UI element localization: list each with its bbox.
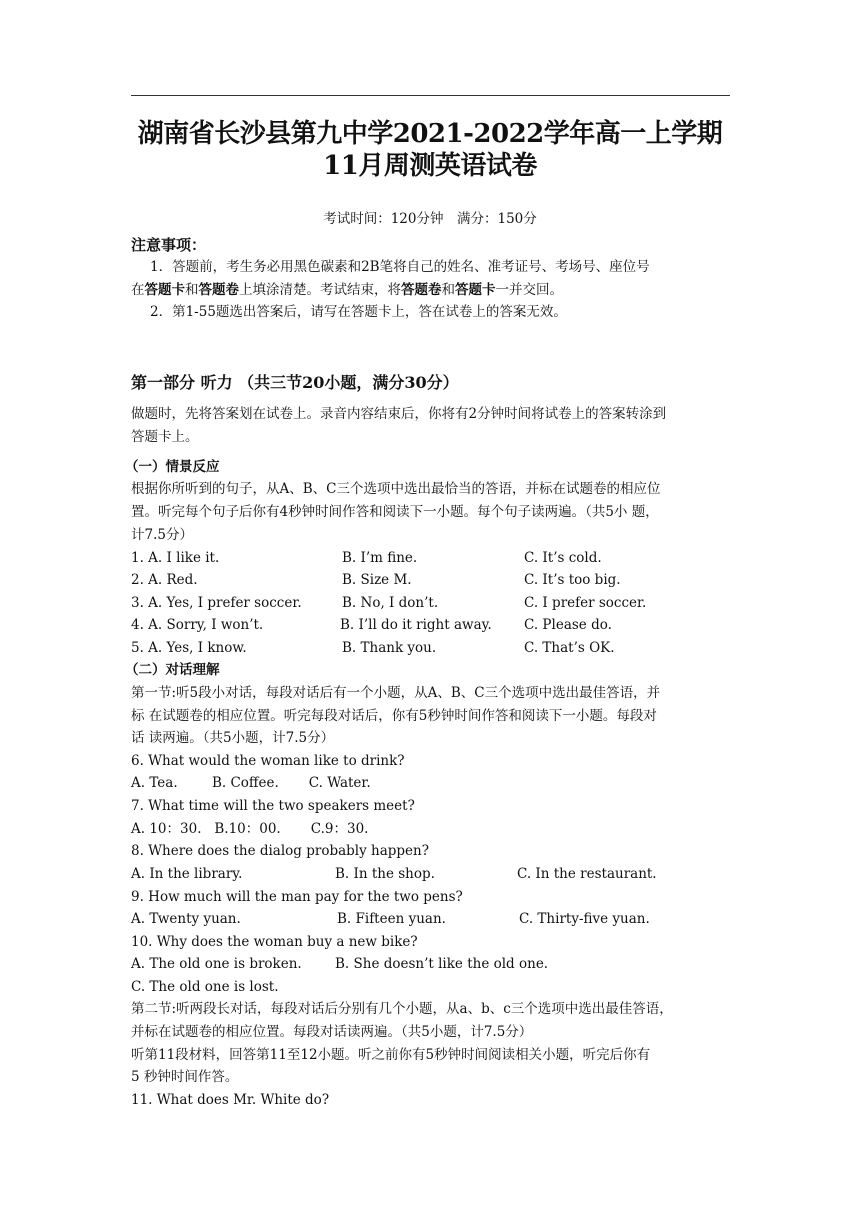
q5-option-b: B. Thank you. — [342, 640, 437, 656]
q9-question: 9. How much will the man pay for the two pens? — [131, 889, 463, 905]
q6-question: 6. What would the woman like to drink? — [131, 753, 405, 769]
q5-option-c: C. That’s OK. — [524, 640, 615, 656]
q3-option-a: 3. A. Yes, I prefer soccer. — [131, 595, 302, 611]
q1-option-a: 1. A. I like it. — [131, 550, 220, 566]
q1-option-c: C. It’s cold. — [524, 550, 602, 566]
exam-info: 考试时间：120分钟 满分：150分 — [323, 211, 537, 227]
text-segment: 一并交回。 — [495, 282, 563, 298]
text-segment: 上填涂清楚。考试结束，将 — [239, 282, 401, 298]
part1-heading: 第一部分 听力 （共三节20小题，满分30分） — [131, 373, 459, 392]
q9-option-c: C. Thirty-five yuan. — [519, 911, 650, 927]
q6-options: A. Tea. B. Coffee. C. Water. — [131, 775, 371, 791]
q2-option-a: 2. A. Red. — [131, 572, 198, 588]
part1-intro-2: 答题卡上。 — [131, 429, 199, 445]
q8-option-b: B. In the shop. — [335, 866, 435, 882]
q2-option-c: C. It’s too big. — [524, 572, 621, 588]
text-segment: 和 — [441, 282, 455, 298]
q10-option-a: A. The old one is broken. — [131, 956, 302, 972]
sec2-heading: （二）对话理解 — [125, 662, 220, 678]
q4-option-b: B. I’ll do it right away. — [340, 617, 492, 633]
q4-option-a: 4. A. Sorry, I won’t. — [131, 617, 264, 633]
q1-option-b: B. I’m fine. — [342, 550, 418, 566]
sec2b-desc-2: 并标在试题卷的相应位置。每段对话读两遍。（共5小题，计7.5分） — [131, 1024, 533, 1040]
header-rule — [131, 95, 730, 96]
q8-option-c: C. In the restaurant. — [517, 866, 657, 882]
sec2-desc-1: 第一节:听5段小对话，每段对话后有一个小题，从A、B、C三个选项中选出最佳答语，并 — [131, 685, 661, 701]
answer-sheet-term: 答题卷 — [401, 282, 442, 298]
q10-question: 10. Why does the woman buy a new bike? — [131, 934, 418, 950]
q3-option-b: B. No, I don’t. — [342, 595, 439, 611]
notice-line-1a: 1．答题前，考生务必用黑色碳素和2B笔将自己的姓名、准考证号、考场号、座位号 — [150, 259, 650, 275]
sec2b-desc-1: 第二节:听两段长对话，每段对话后分别有几个小题，从a、b、c三个选项中选出最佳答语， — [131, 1001, 673, 1017]
q9-option-b: B. Fifteen yuan. — [337, 911, 446, 927]
sec1-heading: （一）情景反应 — [125, 459, 220, 475]
q9-option-a: A. Twenty yuan. — [131, 911, 241, 927]
q11-question: 11. What does Mr. White do? — [131, 1092, 330, 1108]
part1-intro-1: 做题时，先将答案划在试卷上。录音内容结束后，你将有2分钟时间将试卷上的答案转涂到 — [131, 406, 667, 422]
sec1-desc-2: 置。听完每个句子后你有4秒钟时间作答和阅读下一小题。每个句子读两遍。（共5小 题， — [131, 504, 659, 520]
sec2-desc-2: 标 在试题卷的相应位置。听完每段对话后，你有5秒钟时间作答和阅读下一小题。每段对 — [131, 708, 657, 724]
material11-desc-2: 5 秒钟时间作答。 — [131, 1069, 239, 1085]
sec1-desc-1: 根据你所听到的句子，从A、B、C三个选项中选出最恰当的答语，并标在试题卷的相应位 — [131, 481, 661, 497]
exam-title: 湖南省长沙县第九中学2021-2022学年高一上学期11月周测英语试卷 — [137, 119, 723, 181]
q8-question: 8. Where does the dialog probably happen? — [131, 843, 429, 859]
answer-sheet-term: 答题卷 — [198, 282, 239, 298]
notice-heading: 注意事项： — [131, 236, 207, 254]
q2-option-b: B. Size M. — [342, 572, 412, 588]
answer-card-term: 答题卡 — [144, 282, 185, 298]
notice-line-1b — [131, 281, 563, 299]
notice-line-2: 2．第1-55题选出答案后，请写在答题卡上，答在试卷上的答案无效。 — [150, 304, 567, 320]
material11-desc-1: 听第11段材料，回答第11至12小题。听之前你有5秒钟时间阅读相关小题，听完后你有 — [131, 1047, 651, 1063]
q7-question: 7. What time will the two speakers meet? — [131, 798, 415, 814]
q10-option-c: C. The old one is lost. — [131, 979, 279, 995]
sec2-desc-3: 话 读两遍。（共5小题，计7.5分） — [131, 730, 335, 746]
q10-option-b: B. She doesn’t like the old one. — [335, 956, 549, 972]
q5-option-a: 5. A. Yes, I know. — [131, 640, 247, 656]
text-segment: 在 — [131, 282, 145, 298]
q7-options: A. 10：30. B.10：00. C.9：30. — [131, 821, 369, 837]
sec1-desc-3: 计7.5分） — [131, 527, 193, 543]
q3-option-c: C. I prefer soccer. — [524, 595, 647, 611]
text-segment: 和 — [185, 282, 199, 298]
q8-option-a: A. In the library. — [131, 866, 243, 882]
q4-option-c: C. Please do. — [524, 617, 612, 633]
answer-card-term: 答题卡 — [455, 282, 496, 298]
